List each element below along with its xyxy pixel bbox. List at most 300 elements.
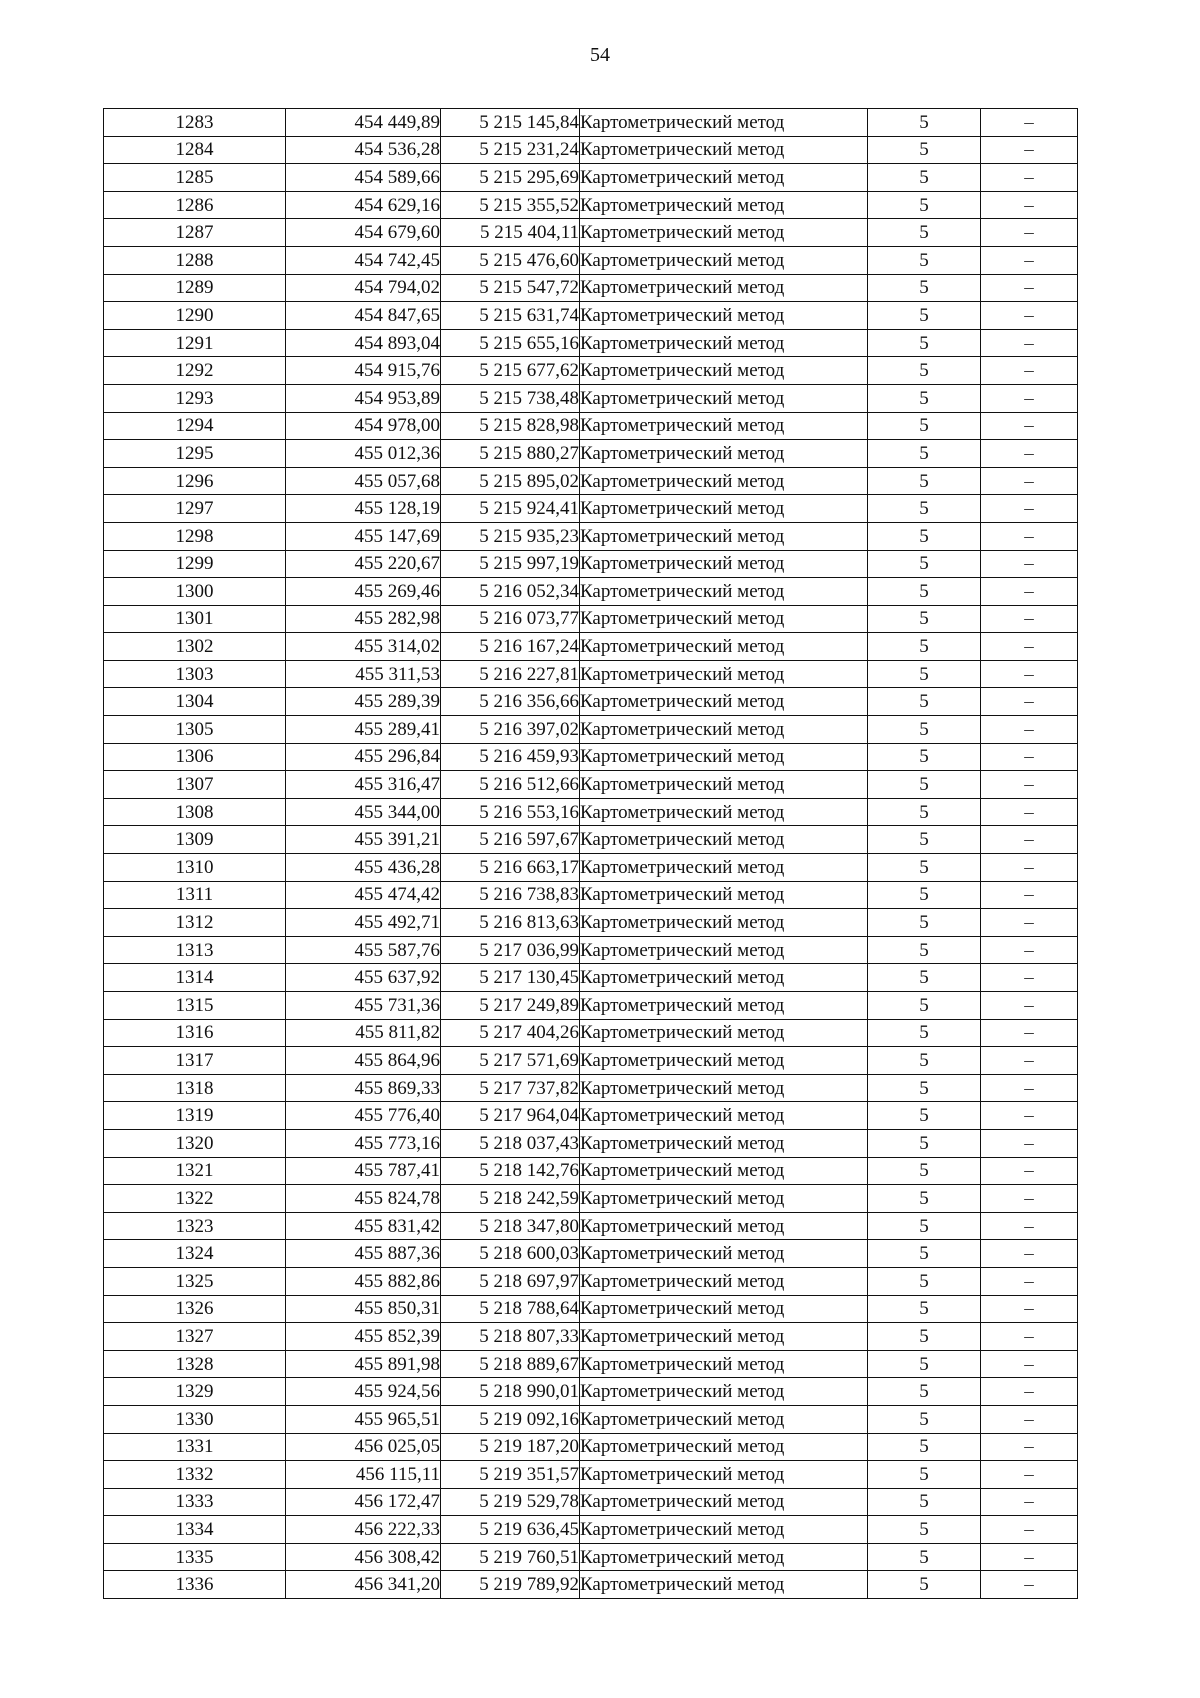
point-number-cell: 1330 — [104, 1405, 286, 1433]
table-row — [104, 743, 1078, 771]
method-cell: Картометрический метод — [580, 854, 868, 882]
page-number: 54 — [590, 44, 610, 66]
note-cell: – — [981, 1350, 1078, 1378]
x-coordinate-cell: 454 589,66 — [286, 164, 441, 192]
accuracy-cell: 5 — [868, 605, 981, 633]
point-number-cell: 1316 — [104, 1019, 286, 1047]
x-coordinate-cell: 455 296,84 — [286, 743, 441, 771]
table-row — [104, 909, 1078, 937]
x-coordinate-cell: 454 978,00 — [286, 412, 441, 440]
y-coordinate-cell: 5 219 092,16 — [441, 1405, 580, 1433]
accuracy-cell: 5 — [868, 992, 981, 1020]
note-cell: – — [981, 936, 1078, 964]
y-coordinate-cell: 5 218 347,80 — [441, 1212, 580, 1240]
x-coordinate-cell: 455 057,68 — [286, 467, 441, 495]
point-number-cell: 1335 — [104, 1543, 286, 1571]
x-coordinate-cell: 455 850,31 — [286, 1295, 441, 1323]
method-cell: Картометрический метод — [580, 191, 868, 219]
x-coordinate-cell: 456 025,05 — [286, 1433, 441, 1461]
method-cell: Картометрический метод — [580, 605, 868, 633]
note-cell: – — [981, 743, 1078, 771]
table-row — [104, 191, 1078, 219]
y-coordinate-cell: 5 217 964,04 — [441, 1102, 580, 1130]
coordinates-table — [103, 108, 1078, 1599]
accuracy-cell: 5 — [868, 1129, 981, 1157]
accuracy-cell: 5 — [868, 1571, 981, 1599]
table-row — [104, 771, 1078, 799]
x-coordinate-cell: 455 289,41 — [286, 716, 441, 744]
note-cell: – — [981, 357, 1078, 385]
point-number-cell: 1287 — [104, 219, 286, 247]
point-number-cell: 1310 — [104, 854, 286, 882]
method-cell: Картометрический метод — [580, 384, 868, 412]
point-number-cell: 1300 — [104, 578, 286, 606]
table-row — [104, 109, 1078, 137]
y-coordinate-cell: 5 219 351,57 — [441, 1461, 580, 1489]
method-cell: Картометрический метод — [580, 798, 868, 826]
accuracy-cell: 5 — [868, 1295, 981, 1323]
x-coordinate-cell: 455 436,28 — [286, 854, 441, 882]
x-coordinate-cell: 455 891,98 — [286, 1350, 441, 1378]
x-coordinate-cell: 455 391,21 — [286, 826, 441, 854]
method-cell: Картометрический метод — [580, 302, 868, 330]
table-row — [104, 1543, 1078, 1571]
table-row — [104, 1019, 1078, 1047]
y-coordinate-cell: 5 218 600,03 — [441, 1240, 580, 1268]
x-coordinate-cell: 455 637,92 — [286, 964, 441, 992]
x-coordinate-cell: 455 811,82 — [286, 1019, 441, 1047]
note-cell: – — [981, 329, 1078, 357]
y-coordinate-cell: 5 215 231,24 — [441, 136, 580, 164]
point-number-cell: 1285 — [104, 164, 286, 192]
point-number-cell: 1297 — [104, 495, 286, 523]
method-cell: Картометрический метод — [580, 136, 868, 164]
note-cell: – — [981, 992, 1078, 1020]
table-row — [104, 1157, 1078, 1185]
accuracy-cell: 5 — [868, 909, 981, 937]
point-number-cell: 1331 — [104, 1433, 286, 1461]
accuracy-cell: 5 — [868, 798, 981, 826]
table-row — [104, 688, 1078, 716]
table-row — [104, 1102, 1078, 1130]
point-number-cell: 1305 — [104, 716, 286, 744]
x-coordinate-cell: 455 474,42 — [286, 881, 441, 909]
accuracy-cell: 5 — [868, 1267, 981, 1295]
method-cell: Картометрический метод — [580, 633, 868, 661]
accuracy-cell: 5 — [868, 660, 981, 688]
accuracy-cell: 5 — [868, 1074, 981, 1102]
accuracy-cell: 5 — [868, 854, 981, 882]
note-cell: – — [981, 191, 1078, 219]
table-row — [104, 578, 1078, 606]
method-cell: Картометрический метод — [580, 743, 868, 771]
method-cell: Картометрический метод — [580, 1350, 868, 1378]
y-coordinate-cell: 5 219 789,92 — [441, 1571, 580, 1599]
x-coordinate-cell: 456 115,11 — [286, 1461, 441, 1489]
accuracy-cell: 5 — [868, 1350, 981, 1378]
accuracy-cell: 5 — [868, 1157, 981, 1185]
accuracy-cell: 5 — [868, 716, 981, 744]
y-coordinate-cell: 5 218 788,64 — [441, 1295, 580, 1323]
method-cell: Картометрический метод — [580, 1516, 868, 1544]
note-cell: – — [981, 1185, 1078, 1213]
y-coordinate-cell: 5 216 553,16 — [441, 798, 580, 826]
accuracy-cell: 5 — [868, 1102, 981, 1130]
table-row — [104, 964, 1078, 992]
point-number-cell: 1299 — [104, 550, 286, 578]
point-number-cell: 1320 — [104, 1129, 286, 1157]
accuracy-cell: 5 — [868, 633, 981, 661]
table-row — [104, 357, 1078, 385]
note-cell: – — [981, 1129, 1078, 1157]
note-cell: – — [981, 771, 1078, 799]
method-cell: Картометрический метод — [580, 1571, 868, 1599]
y-coordinate-cell: 5 216 356,66 — [441, 688, 580, 716]
y-coordinate-cell: 5 216 597,67 — [441, 826, 580, 854]
method-cell: Картометрический метод — [580, 522, 868, 550]
accuracy-cell: 5 — [868, 578, 981, 606]
x-coordinate-cell: 455 924,56 — [286, 1378, 441, 1406]
table-row — [104, 826, 1078, 854]
accuracy-cell: 5 — [868, 1047, 981, 1075]
accuracy-cell: 5 — [868, 467, 981, 495]
y-coordinate-cell: 5 217 404,26 — [441, 1019, 580, 1047]
x-coordinate-cell: 455 787,41 — [286, 1157, 441, 1185]
method-cell: Картометрический метод — [580, 1488, 868, 1516]
y-coordinate-cell: 5 218 697,97 — [441, 1267, 580, 1295]
table-row — [104, 1433, 1078, 1461]
method-cell: Картометрический метод — [580, 716, 868, 744]
y-coordinate-cell: 5 216 512,66 — [441, 771, 580, 799]
x-coordinate-cell: 454 893,04 — [286, 329, 441, 357]
point-number-cell: 1303 — [104, 660, 286, 688]
point-number-cell: 1334 — [104, 1516, 286, 1544]
x-coordinate-cell: 454 629,16 — [286, 191, 441, 219]
note-cell: – — [981, 1295, 1078, 1323]
point-number-cell: 1298 — [104, 522, 286, 550]
method-cell: Картометрический метод — [580, 1157, 868, 1185]
note-cell: – — [981, 1571, 1078, 1599]
accuracy-cell: 5 — [868, 219, 981, 247]
x-coordinate-cell: 455 012,36 — [286, 440, 441, 468]
method-cell: Картометрический метод — [580, 246, 868, 274]
note-cell: – — [981, 1074, 1078, 1102]
x-coordinate-cell: 455 731,36 — [286, 992, 441, 1020]
table-row — [104, 633, 1078, 661]
y-coordinate-cell: 5 217 249,89 — [441, 992, 580, 1020]
accuracy-cell: 5 — [868, 1461, 981, 1489]
method-cell: Картометрический метод — [580, 1212, 868, 1240]
method-cell: Картометрический метод — [580, 550, 868, 578]
y-coordinate-cell: 5 218 242,59 — [441, 1185, 580, 1213]
y-coordinate-cell: 5 215 880,27 — [441, 440, 580, 468]
method-cell: Картометрический метод — [580, 467, 868, 495]
point-number-cell: 1319 — [104, 1102, 286, 1130]
point-number-cell: 1318 — [104, 1074, 286, 1102]
table-row — [104, 854, 1078, 882]
note-cell: – — [981, 1378, 1078, 1406]
table-row — [104, 274, 1078, 302]
table-row — [104, 302, 1078, 330]
note-cell: – — [981, 1267, 1078, 1295]
x-coordinate-cell: 456 222,33 — [286, 1516, 441, 1544]
note-cell: – — [981, 1212, 1078, 1240]
note-cell: – — [981, 550, 1078, 578]
x-coordinate-cell: 455 965,51 — [286, 1405, 441, 1433]
x-coordinate-cell: 455 128,19 — [286, 495, 441, 523]
accuracy-cell: 5 — [868, 1019, 981, 1047]
point-number-cell: 1288 — [104, 246, 286, 274]
accuracy-cell: 5 — [868, 1323, 981, 1351]
x-coordinate-cell: 455 282,98 — [286, 605, 441, 633]
table-row — [104, 1571, 1078, 1599]
y-coordinate-cell: 5 215 145,84 — [441, 109, 580, 137]
table-row — [104, 1488, 1078, 1516]
point-number-cell: 1295 — [104, 440, 286, 468]
x-coordinate-cell: 455 864,96 — [286, 1047, 441, 1075]
x-coordinate-cell: 455 316,47 — [286, 771, 441, 799]
y-coordinate-cell: 5 218 142,76 — [441, 1157, 580, 1185]
x-coordinate-cell: 454 847,65 — [286, 302, 441, 330]
point-number-cell: 1329 — [104, 1378, 286, 1406]
y-coordinate-cell: 5 216 459,93 — [441, 743, 580, 771]
table-row — [104, 440, 1078, 468]
note-cell: – — [981, 246, 1078, 274]
note-cell: – — [981, 1102, 1078, 1130]
y-coordinate-cell: 5 218 889,67 — [441, 1350, 580, 1378]
accuracy-cell: 5 — [868, 550, 981, 578]
y-coordinate-cell: 5 215 631,74 — [441, 302, 580, 330]
note-cell: – — [981, 136, 1078, 164]
note-cell: – — [981, 826, 1078, 854]
x-coordinate-cell: 455 887,36 — [286, 1240, 441, 1268]
x-coordinate-cell: 455 289,39 — [286, 688, 441, 716]
method-cell: Картометрический метод — [580, 936, 868, 964]
x-coordinate-cell: 455 869,33 — [286, 1074, 441, 1102]
y-coordinate-cell: 5 216 227,81 — [441, 660, 580, 688]
table-row — [104, 136, 1078, 164]
table-row — [104, 660, 1078, 688]
note-cell: – — [981, 302, 1078, 330]
table-row — [104, 1212, 1078, 1240]
y-coordinate-cell: 5 215 924,41 — [441, 495, 580, 523]
point-number-cell: 1321 — [104, 1157, 286, 1185]
accuracy-cell: 5 — [868, 1543, 981, 1571]
point-number-cell: 1328 — [104, 1350, 286, 1378]
method-cell: Картометрический метод — [580, 109, 868, 137]
accuracy-cell: 5 — [868, 109, 981, 137]
point-number-cell: 1332 — [104, 1461, 286, 1489]
y-coordinate-cell: 5 219 636,45 — [441, 1516, 580, 1544]
point-number-cell: 1290 — [104, 302, 286, 330]
note-cell: – — [981, 578, 1078, 606]
point-number-cell: 1333 — [104, 1488, 286, 1516]
x-coordinate-cell: 455 587,76 — [286, 936, 441, 964]
y-coordinate-cell: 5 217 036,99 — [441, 936, 580, 964]
accuracy-cell: 5 — [868, 329, 981, 357]
x-coordinate-cell: 455 882,86 — [286, 1267, 441, 1295]
method-cell: Картометрический метод — [580, 1074, 868, 1102]
note-cell: – — [981, 1516, 1078, 1544]
method-cell: Картометрический метод — [580, 440, 868, 468]
note-cell: – — [981, 798, 1078, 826]
point-number-cell: 1325 — [104, 1267, 286, 1295]
x-coordinate-cell: 455 311,53 — [286, 660, 441, 688]
y-coordinate-cell: 5 215 738,48 — [441, 384, 580, 412]
y-coordinate-cell: 5 215 655,16 — [441, 329, 580, 357]
method-cell: Картометрический метод — [580, 909, 868, 937]
y-coordinate-cell: 5 215 828,98 — [441, 412, 580, 440]
method-cell: Картометрический метод — [580, 1267, 868, 1295]
note-cell: – — [981, 384, 1078, 412]
point-number-cell: 1313 — [104, 936, 286, 964]
note-cell: – — [981, 1240, 1078, 1268]
x-coordinate-cell: 454 679,60 — [286, 219, 441, 247]
method-cell: Картометрический метод — [580, 412, 868, 440]
note-cell: – — [981, 522, 1078, 550]
table-row — [104, 522, 1078, 550]
point-number-cell: 1327 — [104, 1323, 286, 1351]
note-cell: – — [981, 1543, 1078, 1571]
point-number-cell: 1312 — [104, 909, 286, 937]
accuracy-cell: 5 — [868, 384, 981, 412]
table-row — [104, 605, 1078, 633]
x-coordinate-cell: 455 492,71 — [286, 909, 441, 937]
y-coordinate-cell: 5 215 935,23 — [441, 522, 580, 550]
y-coordinate-cell: 5 216 663,17 — [441, 854, 580, 882]
point-number-cell: 1324 — [104, 1240, 286, 1268]
y-coordinate-cell: 5 218 037,43 — [441, 1129, 580, 1157]
table-row — [104, 1405, 1078, 1433]
x-coordinate-cell: 455 269,46 — [286, 578, 441, 606]
table-row — [104, 1047, 1078, 1075]
table-row — [104, 1267, 1078, 1295]
note-cell: – — [981, 467, 1078, 495]
method-cell: Картометрический метод — [580, 219, 868, 247]
point-number-cell: 1322 — [104, 1185, 286, 1213]
note-cell: – — [981, 881, 1078, 909]
x-coordinate-cell: 455 344,00 — [286, 798, 441, 826]
method-cell: Картометрический метод — [580, 1433, 868, 1461]
y-coordinate-cell: 5 215 997,19 — [441, 550, 580, 578]
x-coordinate-cell: 454 794,02 — [286, 274, 441, 302]
accuracy-cell: 5 — [868, 688, 981, 716]
y-coordinate-cell: 5 217 130,45 — [441, 964, 580, 992]
table-row — [104, 467, 1078, 495]
x-coordinate-cell: 455 824,78 — [286, 1185, 441, 1213]
y-coordinate-cell: 5 215 476,60 — [441, 246, 580, 274]
table-row — [104, 329, 1078, 357]
point-number-cell: 1304 — [104, 688, 286, 716]
method-cell: Картометрический метод — [580, 578, 868, 606]
point-number-cell: 1314 — [104, 964, 286, 992]
y-coordinate-cell: 5 216 738,83 — [441, 881, 580, 909]
y-coordinate-cell: 5 216 052,34 — [441, 578, 580, 606]
table-row — [104, 881, 1078, 909]
point-number-cell: 1323 — [104, 1212, 286, 1240]
x-coordinate-cell: 454 742,45 — [286, 246, 441, 274]
accuracy-cell: 5 — [868, 191, 981, 219]
note-cell: – — [981, 1047, 1078, 1075]
method-cell: Картометрический метод — [580, 771, 868, 799]
coordinates-table-body — [104, 109, 1078, 1599]
y-coordinate-cell: 5 216 397,02 — [441, 716, 580, 744]
method-cell: Картометрический метод — [580, 1240, 868, 1268]
method-cell: Картометрический метод — [580, 1295, 868, 1323]
note-cell: – — [981, 1488, 1078, 1516]
note-cell: – — [981, 605, 1078, 633]
point-number-cell: 1293 — [104, 384, 286, 412]
table-row — [104, 936, 1078, 964]
note-cell: – — [981, 909, 1078, 937]
method-cell: Картометрический метод — [580, 964, 868, 992]
x-coordinate-cell: 454 449,89 — [286, 109, 441, 137]
accuracy-cell: 5 — [868, 440, 981, 468]
method-cell: Картометрический метод — [580, 881, 868, 909]
note-cell: – — [981, 688, 1078, 716]
table-row — [104, 164, 1078, 192]
y-coordinate-cell: 5 215 547,72 — [441, 274, 580, 302]
accuracy-cell: 5 — [868, 412, 981, 440]
y-coordinate-cell: 5 218 990,01 — [441, 1378, 580, 1406]
accuracy-cell: 5 — [868, 1405, 981, 1433]
accuracy-cell: 5 — [868, 826, 981, 854]
accuracy-cell: 5 — [868, 1488, 981, 1516]
point-number-cell: 1296 — [104, 467, 286, 495]
accuracy-cell: 5 — [868, 936, 981, 964]
note-cell: – — [981, 440, 1078, 468]
method-cell: Картометрический метод — [580, 1323, 868, 1351]
point-number-cell: 1289 — [104, 274, 286, 302]
accuracy-cell: 5 — [868, 1185, 981, 1213]
x-coordinate-cell: 454 915,76 — [286, 357, 441, 385]
point-number-cell: 1286 — [104, 191, 286, 219]
table-row — [104, 716, 1078, 744]
x-coordinate-cell: 454 953,89 — [286, 384, 441, 412]
table-row — [104, 1129, 1078, 1157]
point-number-cell: 1315 — [104, 992, 286, 1020]
method-cell: Картометрический метод — [580, 660, 868, 688]
x-coordinate-cell: 456 341,20 — [286, 1571, 441, 1599]
note-cell: – — [981, 412, 1078, 440]
accuracy-cell: 5 — [868, 1378, 981, 1406]
x-coordinate-cell: 455 314,02 — [286, 633, 441, 661]
accuracy-cell: 5 — [868, 136, 981, 164]
note-cell: – — [981, 1019, 1078, 1047]
method-cell: Картометрический метод — [580, 1019, 868, 1047]
accuracy-cell: 5 — [868, 881, 981, 909]
accuracy-cell: 5 — [868, 743, 981, 771]
note-cell: – — [981, 1157, 1078, 1185]
y-coordinate-cell: 5 219 529,78 — [441, 1488, 580, 1516]
method-cell: Картометрический метод — [580, 1378, 868, 1406]
point-number-cell: 1308 — [104, 798, 286, 826]
method-cell: Картометрический метод — [580, 1047, 868, 1075]
point-number-cell: 1326 — [104, 1295, 286, 1323]
point-number-cell: 1317 — [104, 1047, 286, 1075]
x-coordinate-cell: 455 773,16 — [286, 1129, 441, 1157]
y-coordinate-cell: 5 216 813,63 — [441, 909, 580, 937]
point-number-cell: 1309 — [104, 826, 286, 854]
method-cell: Картометрический метод — [580, 164, 868, 192]
accuracy-cell: 5 — [868, 246, 981, 274]
y-coordinate-cell: 5 215 404,11 — [441, 219, 580, 247]
accuracy-cell: 5 — [868, 1516, 981, 1544]
y-coordinate-cell: 5 216 167,24 — [441, 633, 580, 661]
table-row — [104, 495, 1078, 523]
y-coordinate-cell: 5 216 073,77 — [441, 605, 580, 633]
method-cell: Картометрический метод — [580, 357, 868, 385]
